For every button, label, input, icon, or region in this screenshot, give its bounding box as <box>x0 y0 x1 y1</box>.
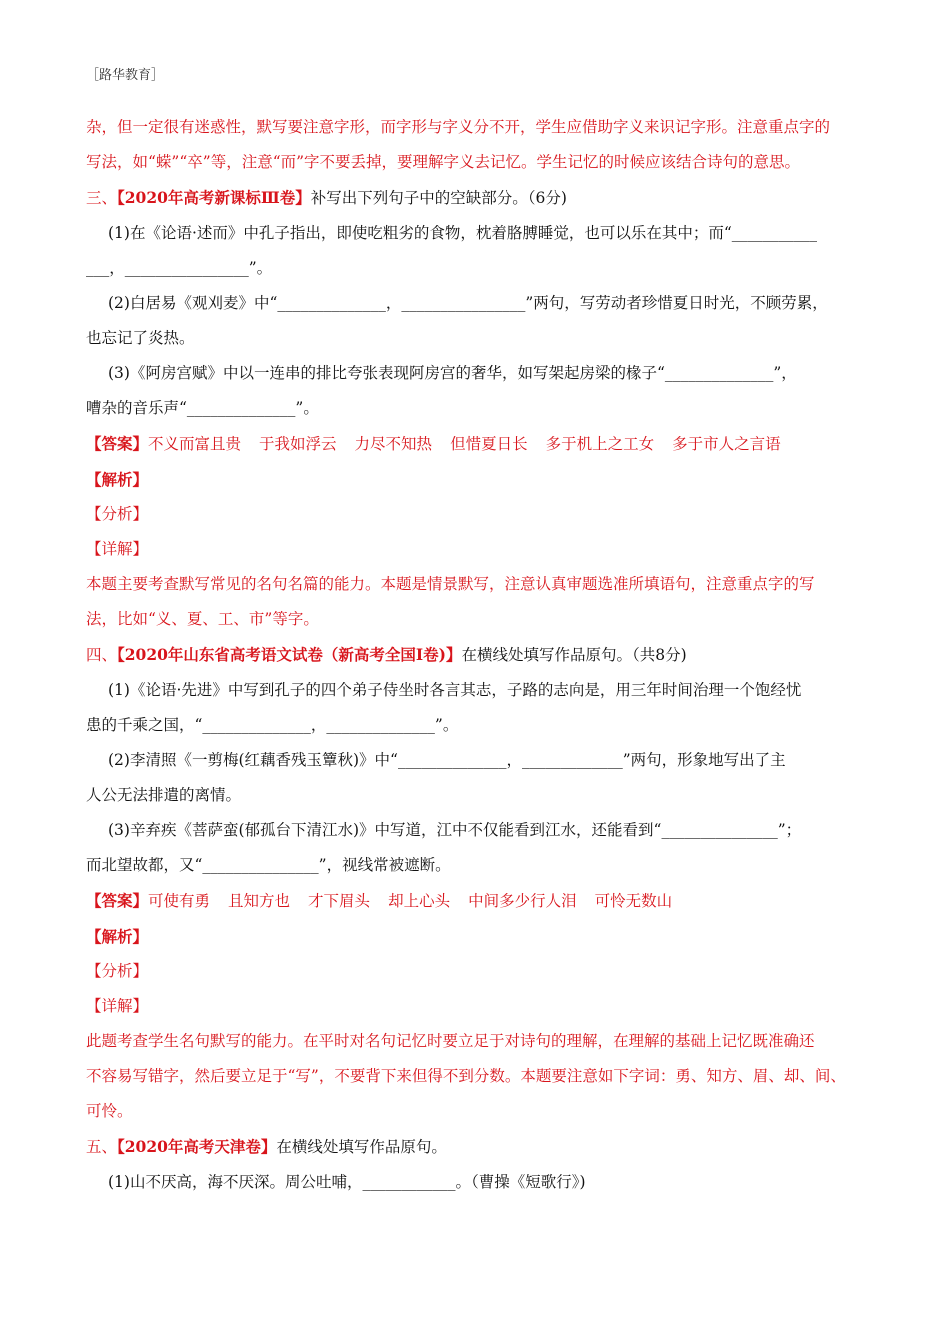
q5-source: 【2020年高考天津卷】 <box>117 1137 277 1156</box>
q5-prompt: 在横线处填写作品原句。 <box>276 1138 447 1156</box>
intro-line-1: 杂，但一定很有迷惑性，默写要注意字形，而字形与字义分不开，学生应借助字义来识记字形。注意重点字的 <box>86 118 831 136</box>
q3-item-1-line-1: (1)在《论语·述而》中孔子指出，即使吃粗劣的食物，枕着胳膊睡觉，也可以乐在其中；而“___________ <box>108 224 818 242</box>
q4-detail-line-1: 此题考查学生名句默写的能力。在平时对名句记忆时要立足于对诗句的理解，在理解的基础上记忆既准确还 <box>86 1032 815 1050</box>
q4-answer-4: 却上心头 <box>388 892 451 910</box>
intro-line-2: 写法，如“蝾”“卒”等，注意“而”字不要丢掉，要理解字义去记忆。学生记忆的时候应该结合诗句的意思。 <box>86 153 801 171</box>
q3-detail-line-2: 法，比如“义、夏、工、市”等字。 <box>86 610 319 628</box>
q4-answer-2: 且知方也 <box>228 892 291 910</box>
q4-item-3-line-1: (3)辛弃疾《菩萨蛮(郁孤台下清江水)》中写道，江中不仅能看到江水，还能看到“_______________”； <box>108 821 802 839</box>
q4-answer-3: 才下眉头 <box>308 892 371 910</box>
q3-prompt: 补写出下列句子中的空缺部分。（6分) <box>310 189 567 207</box>
q3-number: 三、 <box>86 189 118 207</box>
q4-answer-1: 可使有勇 <box>148 892 211 910</box>
q4-detail-line-2: 不容易写错字，然后要立足于“写”，不要背下来但得不到分数。本题要注意如下字词：勇、知方、眉、却、间、 <box>86 1067 846 1085</box>
q3-detail-label: 【详解】 <box>86 540 149 558</box>
q3-analysis-label: 【解析】 <box>86 470 149 489</box>
q3-item-3-line-1: (3)《阿房宫赋》中以一连串的排比夸张表现阿房宫的奢华，如写架起房梁的椽子“______________”， <box>108 364 797 382</box>
q3-source: 【2020年高考新课标Ⅲ卷】 <box>117 188 311 207</box>
document-body <box>86 110 868 1200</box>
q3-answer-label: 【答案】 <box>86 434 149 453</box>
q4-detail-label: 【详解】 <box>86 997 149 1015</box>
q3-item-2-line-2: 也忘记了炎热。 <box>86 329 195 347</box>
q3-answer-3: 力尽不知热 <box>354 435 433 453</box>
q3-answer <box>86 426 868 462</box>
q4-answer-5: 中间多少行人泪 <box>468 892 577 910</box>
q4-analysis-label: 【解析】 <box>86 927 149 946</box>
q4-source: 【2020年山东省高考语文试卷（新高考全国Ⅰ卷)】 <box>117 645 462 664</box>
q4-detail-line-3: 可怜。 <box>86 1102 133 1120</box>
q4-answer-label: 【答案】 <box>86 891 149 910</box>
q4-number: 四、 <box>86 646 118 664</box>
q4-item-1-line-2: 患的千乘之国，“______________，______________”。 <box>86 716 459 734</box>
q5-number: 五、 <box>86 1138 118 1156</box>
q4-item-2-line-1: (2)李清照《一剪梅(红藕香残玉簟秋)》中“______________，_____________”两句，形象地写出了主 <box>108 751 786 769</box>
q4-answer-6: 可怜无数山 <box>594 892 673 910</box>
q4-heading <box>86 637 868 673</box>
q5-item-1-line-1: (1)山不厌高，海不厌深。周公吐哺，____________。（曹操《短歌行》) <box>108 1173 586 1191</box>
page-header: ［路华教育］ <box>86 68 165 83</box>
q3-item-2-line-1: (2)白居易《观刈麦》中“______________，________________”两句，写劳动者珍惜夏日时光，不顾劳累， <box>108 294 828 312</box>
q3-item-3-line-2: 嘈杂的音乐声“______________”。 <box>86 399 319 417</box>
q4-item-3-line-2: 而北望故都，又“_______________”，视线常被遮断。 <box>86 856 451 874</box>
q3-answer-6: 多于市人之言语 <box>672 435 781 453</box>
q3-heading <box>86 180 868 216</box>
q4-item-2-line-2: 人公无法排遣的离情。 <box>86 786 242 804</box>
q4-item-1-line-1: (1)《论语·先进》中写到孔子的四个弟子侍坐时各言其志，子路的志向是，用三年时间治理一个饱经忧 <box>108 681 802 699</box>
q3-answer-1: 不义而富且贵 <box>148 435 242 453</box>
q3-answer-2: 于我如浮云 <box>259 435 337 453</box>
q4-fenxi-label: 【分析】 <box>86 962 149 980</box>
q4-answer <box>86 883 868 919</box>
q3-answer-4: 但惜夏日长 <box>450 435 528 453</box>
q3-item-1-line-2: ___，________________”。 <box>86 259 273 277</box>
q3-fenxi-label: 【分析】 <box>86 505 149 523</box>
q5-heading <box>86 1129 868 1165</box>
q3-detail-line-1: 本题主要考查默写常见的名句名篇的能力。本题是情景默写，注意认真审题选准所填语句，注意重点字的写 <box>86 575 815 593</box>
q3-answer-5: 多于机上之工女 <box>545 435 655 453</box>
q4-prompt: 在横线处填写作品原句。（共8分) <box>461 646 687 664</box>
